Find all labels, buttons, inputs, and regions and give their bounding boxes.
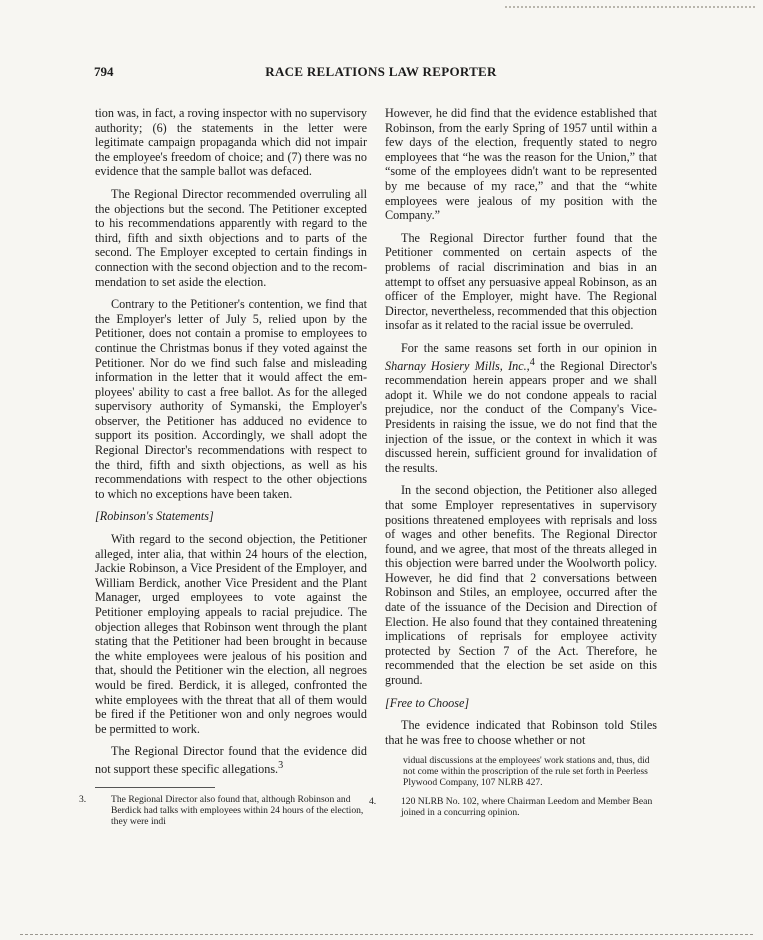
section-heading-robinson: [Robinson's Statements]	[95, 509, 214, 524]
footnote-3-text: The Regional Director also found that, although Robinson and Berdick had talks with employees within 24 hours of the election, they were indi	[111, 793, 364, 827]
footnote-4-number: 4.	[369, 796, 377, 808]
footnote-3	[79, 793, 367, 827]
page-header	[94, 64, 668, 82]
case-name: Sharnay Hosiery Mills, Inc.,	[385, 358, 530, 373]
right-column	[369, 106, 658, 826]
section-heading-free-to-choose: [Free to Choose]	[385, 695, 470, 710]
left-paragraph-2: The Regional Director recommended overruling all the objections but the second. The Petitioner excepted to his recommendations apparently with regard to the third, fifth and sixth objections and to parts of the second. The Employer excepted to certain findings in connection with the second objection and to the recommendation to set aside the election.	[95, 186, 367, 289]
bottom-scan-edge	[20, 934, 753, 935]
left-paragraph-4: With regard to the second objection, the Petitioner alleged, inter alia, that within 24 hours of the election, Jackie Robinson, a Vice President of the Employer, and William Berdick, another Vice President and the Plant Manager, urged employees to vote against the Petitioner employing appeals to racial prejudice. The objection alleges that Robinson went through the plant stating that the Petitioner had been brought in because the white employees were jealous of his position and that, should the Petitioner win the election, all negroes would be fired. Berdick, it is alleged, confronted the white employees with the threat that all of them would be fired if the Petitioner won and only negroes would be permitted to work.	[95, 532, 367, 736]
right-paragraph-1: However, he did find that the evidence established that Robinson, from the early Spring of 1957 until within a few days of the election, frequently stated to negro employees that “he was the reason for the Union,” that “some of the employees didn't want to be represented by me because of my race,” and that the “white employees were jealous of my position with the Company.”	[385, 106, 657, 223]
right-paragraph-4: In the second objection, the Petitioner also alleged that some Employer representatives in supervisory positions threatened employees with reprisals and loss of wages and other benefits. The Regional Director found, and we agree, that most of the threats alleged in this objection were barred under the Woolworth policy. However, he did find that 2 conversations between Robinson and Stiles, an employee, occurred after the date of the issuance of the Decision and Direction of Election. He also found that they contained threatening implications of reprisals for employee activity protected by Section 7 of the Act. Therefore, he recommended that the election be set aside on this ground.	[385, 483, 657, 688]
running-title: RACE RELATIONS LAW REPORTER	[265, 64, 497, 79]
footnote-4-text: 120 NLRB No. 102, where Chairman Leedom and Member Bean joined in a concurring opinion.	[401, 796, 653, 819]
right-paragraph-3-lead: For the same reasons set forth in our opinion in	[401, 340, 657, 355]
left-paragraph-1: tion was, in fact, a roving inspector with no supervisory authority; (6) the statements in the letter were legitimate campaign propaganda which did not impair the employee's freedom of choice; and (7) there was no evidence that the sample ballot was defaced.	[95, 106, 367, 179]
right-paragraph-5: The evidence indicated that Robinson told Stiles that he was free to choose whether or not	[385, 718, 657, 747]
right-paragraph-2: The Regional Director further found that the Petitioner commented on certain aspects of the problems of racial discrimination and bias in an attempt to offset any persuasive appeal Robinson, as an officer of the Employer, might have. The Regional Director, nevertheless, recommended that this objection insofar as it related to the racial issue be overruled.	[385, 230, 657, 333]
right-paragraph-3	[385, 341, 657, 475]
left-column	[79, 106, 367, 835]
left-paragraph-3: Contrary to the Petitioner's contention, we find that the Employer's letter of July 5, relied upon by the Petitioner, does not contain a promise to employees to continue the Christmas bonus if they voted against the Petitioner. Nor do we find such false and misleading information in the letter that it would affect the employees' ability to cast a free ballot. As for the alleged supervisory authority of Symanski, the Employer's observer, the Petitioner has adduced no evidence to support its position. Accordingly, we shall adopt the Regional Director's recommendations with respect to the third, fifth and sixth objections, as well as his recommendations with respect to the other objections to which no exceptions have been taken.	[95, 297, 367, 501]
footnote-3-continued: vidual discussions at the employees' work stations and, thus, did not come within the proscription of the rule set forth in Peerless Plywood Company, 107 NLRB 427.	[403, 755, 650, 789]
left-paragraph-5	[95, 744, 367, 776]
right-paragraph-3-rest: the Regional Director's recommendation herein appears proper and we shall adopt it. While we do not condone appeals to racial prejudice, nor the conduct of the Company's Vice-Presidents in raising the issue, we do not find that the injection of the issue, or the context in which it was discussed herein, sufficient ground for invalidation of the results.	[385, 358, 658, 475]
left-paragraph-5-text: The Regional Director found that the evidence did not support these specific allegations.	[95, 744, 367, 776]
footnote-divider	[95, 787, 215, 788]
footnote-ref-3: 3	[278, 759, 284, 771]
footnote-4	[369, 796, 657, 819]
footnote-ref-4: 4	[529, 356, 535, 368]
page-number: 794	[94, 64, 114, 79]
top-dotted-rule	[505, 0, 755, 8]
footnote-3-number: 3.	[79, 793, 87, 805]
